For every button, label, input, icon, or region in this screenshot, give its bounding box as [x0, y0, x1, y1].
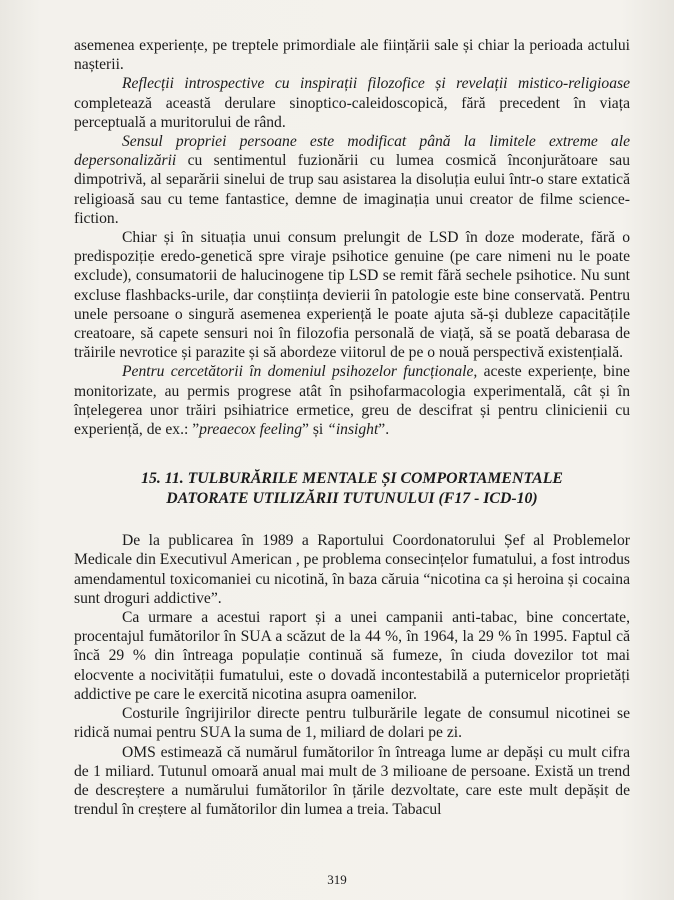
paragraph-text: aceste experiențe, bine monitorizate, au permis progrese atât în psihofarmacologia experimentală, cât și în înțelegerea unor trăiri psihiatrice ermetice, greu de descifrat și pentru clinicienii cu experiență, de ex.: ”	[74, 363, 630, 439]
page-number: 319	[327, 872, 347, 887]
italic-lead: Pentru cercetătorii în domeniul psihozelor funcționale,	[122, 363, 478, 381]
paragraph-text: cu sentimentul fuzionării cu lumea cosmică înconjurătoare sau dimpotrivă, al separării sinelui de trup sau asistarea la disoluția eului într-o stare extatică religioasă sau cu teme fantastice, demne de imaginația unui creator de filme science-fiction.	[74, 152, 630, 227]
paragraph-lsd-consumption: Chiar și în situația unui consum prelungit de LSD în doze moderate, fără o predispoziție eredo-genetică spre viraje psihotice genuine (pe care nimeni nu le poate exclude), consumatorii de halucinogene tip LSD se remit fără sechele psihotice. Nu sunt excluse flashbacks-urile, dar conștiința devierii în patologie este bine conservată. Pentru unele persoane o singură asemenea experiență le poate ajuta să-și dubleze capacitățile creatoare, să capete sensuri noi în filozofia personală de viață, să se poată debarasa de trăirile nevrotice și parazite și să abordeze viitorul de pe o nouă perspectivă existențială.	[74, 229, 630, 362]
paragraph-text: completează această derulare sinoptico-caleidoscopică, fără precedent în viața perceptuală a muritorului de rând.	[74, 94, 630, 131]
section-heading	[74, 469, 630, 509]
term-preaecox: preaecox feeling	[199, 421, 303, 439]
paragraph-campaign: Ca urmare a acestui raport și a unei campanii anti-tabac, bine concertate, procentajul fumătorilor în SUA a scăzut de la 44 %, în 1964, la 29 % în 1995. Faptul că încă 29 % din întreaga populație continuă să fumeze, în ciuda dovezilor tot mai elocvente a nocivității fumatului, este o dovadă incontestabilă a puternicelor proprietăți addictive pe care le exercită nicotina asupra oamenilor.	[74, 609, 630, 703]
paragraph-text: ” și	[302, 421, 328, 439]
heading-line-1: 15. 11. TULBURĂRILE MENTALE ȘI COMPORTAMENTALE	[141, 470, 563, 488]
paragraph-self-sense	[74, 132, 630, 228]
italic-lead: Sensul propriei persoane este modificat până la limitele extreme ale depersonalizării	[74, 133, 630, 170]
paragraph-costs: Costurile îngrijirilor directe pentru tulburările legate de consumul nicotinei se ridică numai pentru SUA la suma de 1, miliard de dolari pe zi.	[74, 705, 630, 742]
italic-lead: Reflecții introspective cu inspirații filozofice și revelații mistico-religioase	[122, 75, 630, 93]
paragraph-oms: OMS estimează că numărul fumătorilor în întreaga lume ar depăși cu mult cifra de 1 miliard. Tutunul omoară anual mai mult de 3 milioane de persoane. Există un trend de descreștere a numărului fumătorilor în țările dezvoltate, care este mult depășit de trendul în creștere al fumătorilor din lumea a treia. Tabacul	[74, 743, 630, 819]
paragraph-continuation: asemenea experiențe, pe treptele primordiale ale ființării sale și chiar la perioada actului nașterii.	[74, 37, 630, 74]
paragraph-report-1989: De la publicarea în 1989 a Raportului Coordonatorului Șef al Problemelor Medicale din Executivul American , pe problema consecințelor fumatului, a fost introdus amendamentul toxicomaniei cu nicotină, în baza căruia “nicotina ca și heroina și cocaina sunt droguri addictive”.	[74, 532, 630, 607]
paragraph-researchers	[74, 362, 630, 439]
paragraph-reflections	[74, 74, 630, 132]
heading-line-2: DATORATE UTILIZĂRII TUTUNULUI (F17 - ICD-10)	[166, 490, 538, 508]
paragraph-text: ”.	[378, 421, 390, 439]
term-insight: “insight	[327, 421, 379, 439]
page-body	[74, 36, 630, 819]
